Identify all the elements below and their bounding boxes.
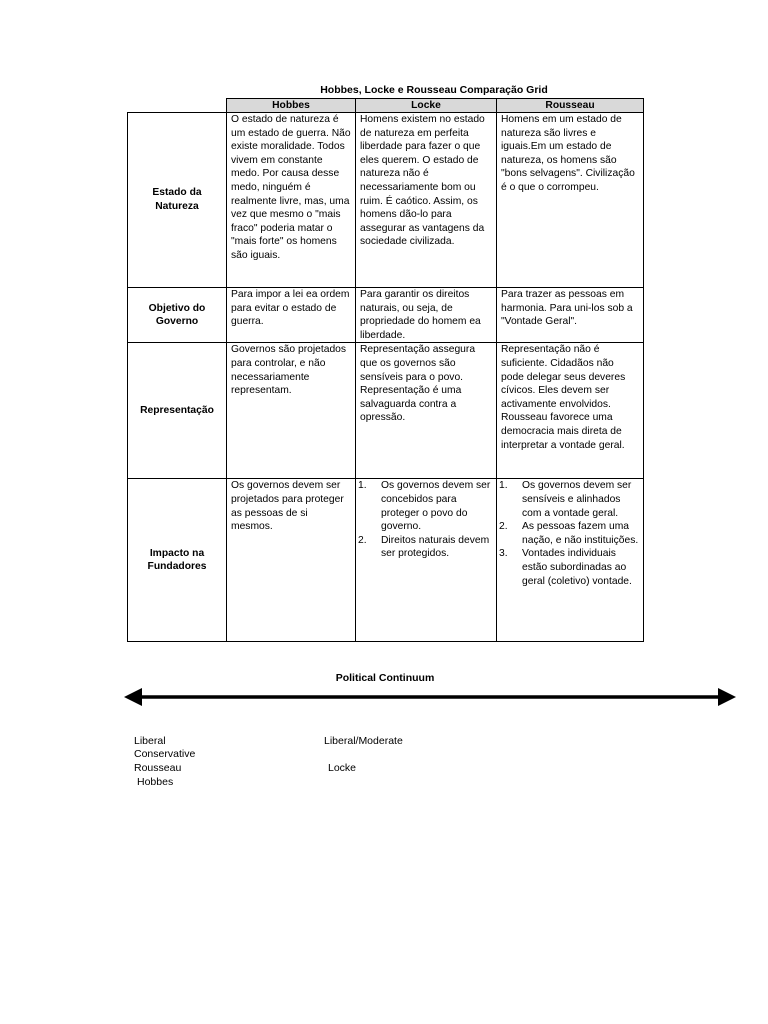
list-item	[501, 520, 639, 547]
list-text: Os governos devem ser sensíveis e alinhados com a vontade geral.	[522, 480, 632, 519]
locke-impact-list	[360, 479, 492, 561]
cell-rousseau	[497, 479, 644, 642]
cell-text: Governos são projetados para controlar, e não necessariamente representam.	[231, 344, 347, 397]
row-objetivo-do-governo	[128, 288, 644, 343]
cell-text: Representação não é suficiente. Cidadãos não pode delegar seus deveres cívicos. Eles devem ser activamente envolvidos. Rousseau favorece uma democracia mais direta de interpretar a vontade geral.	[501, 344, 626, 451]
list-text: Os governos devem ser concebidos para proteger o povo do governo.	[381, 480, 491, 533]
label-conservative: Conservative	[134, 748, 196, 760]
row-estado-da-natureza	[128, 113, 644, 288]
label-rousseau: Rousseau	[134, 762, 182, 774]
list-item	[360, 479, 492, 533]
header-corner	[128, 99, 227, 113]
column-header-rousseau: Rousseau	[497, 99, 644, 113]
list-item	[501, 479, 639, 520]
label-locke: Locke	[328, 762, 357, 774]
cell-hobbes	[227, 113, 356, 288]
list-item	[501, 547, 639, 588]
label-liberal-moderate: Liberal/Moderate	[324, 735, 403, 747]
cell-rousseau	[497, 343, 644, 479]
header-row	[128, 99, 644, 113]
cell-text: Para garantir os direitos naturais, ou seja, de propriedade do homem ea liberdade.	[360, 289, 481, 341]
comparison-grid	[127, 98, 644, 642]
list-text: Direitos naturais devem ser protegidos.	[381, 534, 490, 560]
list-number: 2.	[499, 521, 508, 533]
row-impacto-na-fundadores	[128, 479, 644, 642]
list-number: 1.	[358, 480, 367, 492]
label-hobbes: Hobbes	[137, 776, 174, 788]
cell-text: Homens em um estado de natureza são livres e iguais.Em um estado de natureza, os homens são "bons selvagens". Civilização é o que o corrompeu.	[501, 114, 635, 193]
row-representacao	[128, 343, 644, 479]
rousseau-impact-list	[501, 479, 639, 588]
cell-locke	[356, 343, 497, 479]
cell-locke	[356, 288, 497, 343]
cell-hobbes	[227, 288, 356, 343]
list-item	[360, 534, 492, 561]
cell-rousseau	[497, 113, 644, 288]
label-liberal: Liberal	[134, 735, 166, 747]
column-header-hobbes: Hobbes	[227, 99, 356, 113]
column-header-locke: Locke	[356, 99, 497, 113]
cell-text: Para trazer as pessoas em harmonia. Para uni-los sob a "Vontade Geral".	[501, 289, 633, 328]
continuum-title: Political Continuum	[335, 672, 435, 684]
list-text: Vontades individuais estão subordinadas ao geral (coletivo) vontade.	[522, 548, 632, 587]
cell-text: Os governos devem ser projetados para proteger as pessoas de si mesmos.	[231, 480, 344, 533]
document-title: Hobbes, Locke e Rousseau Comparação Grid	[320, 84, 548, 96]
cell-text: O estado de natureza é um estado de guerra. Não existe moralidade. Todos vivem em constante medo. Por causa desse medo, ninguém é realmente livre, mas, uma vez que mesmo o "mais fraco" poderia matar o "mais forte" os homens são iguais.	[231, 114, 351, 261]
list-number: 2.	[358, 534, 367, 546]
row-label: Representação	[128, 343, 227, 479]
cell-hobbes	[227, 343, 356, 479]
row-label: Impacto na Fundadores	[128, 479, 227, 642]
cell-text: Para impor a lei ea ordem para evitar o estado de guerra.	[231, 289, 350, 328]
list-number: 3.	[499, 548, 508, 560]
cell-text: Homens existem no estado de natureza em perfeita liberdade para fazer o que eles querem. O estado de natureza não é necessariamente bom ou ruim. É caótico. Assim, os homens dão-lo para assegurar as vantagens da sociedade civilizada.	[360, 114, 485, 248]
cell-rousseau	[497, 288, 644, 343]
cell-hobbes	[227, 479, 356, 642]
row-label: Objetivo do Governo	[128, 288, 227, 343]
row-label: Estado da Natureza	[128, 113, 227, 288]
list-number: 1.	[499, 480, 508, 492]
list-text: As pessoas fazem uma nação, e não instituições.	[522, 521, 639, 546]
cell-locke	[356, 113, 497, 288]
double-arrow-icon	[124, 686, 736, 708]
cell-locke	[356, 479, 497, 642]
cell-text: Representação assegura que os governos são sensíveis para o povo. Representação é uma salvaguarda contra a opressão.	[360, 344, 476, 424]
